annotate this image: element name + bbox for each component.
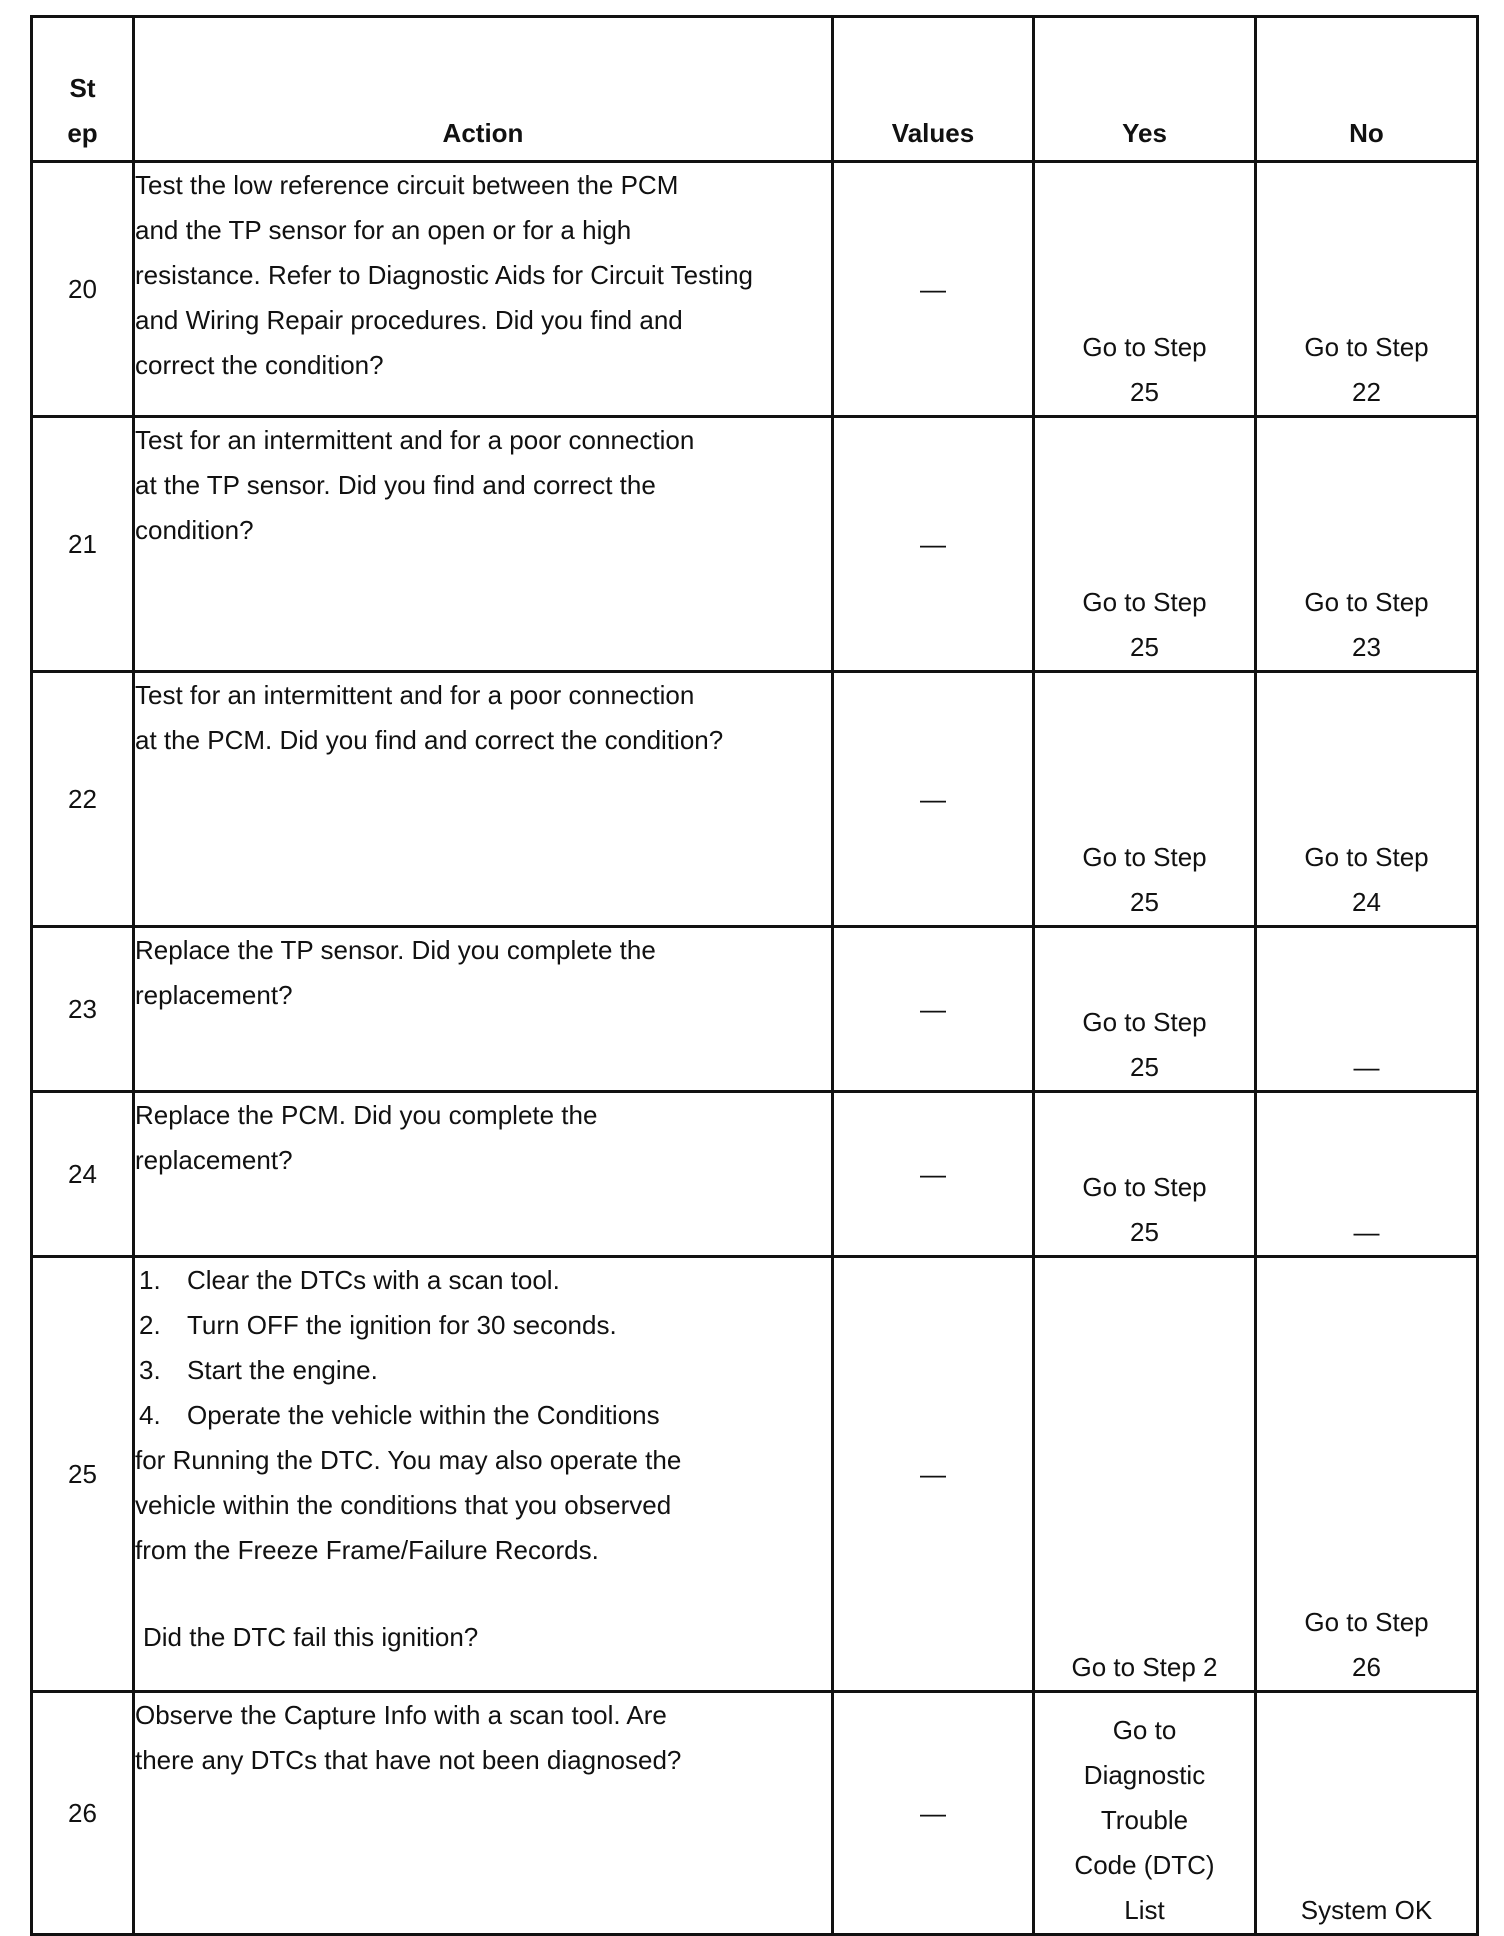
no-line: Go to Step (1304, 1607, 1429, 1637)
values-cell: — (833, 1692, 1034, 1935)
yes-cell (1034, 1692, 1256, 1935)
action-line: replacement? (135, 1145, 293, 1175)
action-line: Test for an intermittent and for a poor connection (135, 680, 695, 710)
no-line: 23 (1352, 632, 1381, 662)
no-line: System OK (1300, 1895, 1433, 1925)
action-cell (134, 1692, 833, 1935)
no-cell (1256, 927, 1478, 1092)
yes-line: Diagnostic (1083, 1760, 1206, 1790)
header-no: No (1256, 17, 1478, 162)
yes-line: Code (DTC) (1074, 1850, 1215, 1880)
table-row (32, 672, 1478, 927)
spacer (135, 1573, 831, 1615)
header-yes: Yes (1034, 17, 1256, 162)
action-line: replacement? (135, 980, 293, 1010)
step-index: 3. (139, 1355, 161, 1385)
yes-cell (1034, 1092, 1256, 1257)
table-row (32, 1092, 1478, 1257)
no-line: Go to Step (1304, 332, 1429, 362)
table-row (32, 927, 1478, 1092)
yes-line: Go to Step (1082, 842, 1207, 872)
header-step (32, 17, 134, 162)
yes-line: 25 (1130, 377, 1159, 407)
values-cell: — (833, 927, 1034, 1092)
no-line: 22 (1352, 377, 1381, 407)
action-question: Did the DTC fail this ignition? (143, 1622, 479, 1652)
numbered-step (135, 1393, 831, 1438)
values-cell: — (833, 1092, 1034, 1257)
action-line: Test for an intermittent and for a poor connection (135, 425, 695, 455)
no-cell (1256, 672, 1478, 927)
yes-line: 25 (1130, 1052, 1159, 1082)
numbered-step (135, 1303, 831, 1348)
table-row (32, 1692, 1478, 1935)
header-row (32, 17, 1478, 162)
yes-cell (1034, 672, 1256, 927)
action-cell (134, 417, 833, 672)
step-number: 22 (32, 672, 134, 927)
action-line: for Running the DTC. You may also operate the (135, 1445, 682, 1475)
yes-cell (1034, 927, 1256, 1092)
header-step-line: ep (67, 118, 98, 148)
action-line: vehicle within the conditions that you observed (135, 1490, 672, 1520)
action-line: Observe the Capture Info with a scan tool. Are (135, 1700, 667, 1730)
yes-line: Go to Step (1082, 332, 1207, 362)
diagnostic-table (30, 15, 1479, 1936)
yes-line: Go to Step (1082, 587, 1207, 617)
values-cell: — (833, 417, 1034, 672)
yes-line: Go to (1112, 1715, 1177, 1745)
action-line: Replace the PCM. Did you complete the (135, 1100, 598, 1130)
yes-line: Trouble (1100, 1805, 1189, 1835)
step-text: Operate the vehicle within the Conditions (187, 1400, 660, 1430)
yes-cell (1034, 162, 1256, 417)
action-line: resistance. Refer to Diagnostic Aids for Circuit Testing (135, 260, 754, 290)
step-text: Turn OFF the ignition for 30 seconds. (187, 1310, 617, 1340)
step-number: 24 (32, 1092, 134, 1257)
action-cell (134, 672, 833, 927)
step-number: 25 (32, 1257, 134, 1692)
step-index: 1. (139, 1265, 161, 1295)
action-line: correct the condition? (135, 350, 384, 380)
no-line: 26 (1352, 1652, 1381, 1682)
action-cell (134, 927, 833, 1092)
no-line: — (1353, 1052, 1380, 1082)
values-cell: — (833, 162, 1034, 417)
header-step-line: St (69, 73, 96, 103)
step-text: Clear the DTCs with a scan tool. (187, 1265, 560, 1295)
header-action: Action (134, 17, 833, 162)
table-row (32, 162, 1478, 417)
no-cell (1256, 417, 1478, 672)
step-number: 23 (32, 927, 134, 1092)
no-cell (1256, 1692, 1478, 1935)
yes-cell (1034, 1257, 1256, 1692)
no-cell (1256, 162, 1478, 417)
table-row (32, 1257, 1478, 1692)
values-cell: — (833, 1257, 1034, 1692)
numbered-step (135, 1348, 831, 1393)
step-text: Start the engine. (187, 1355, 378, 1385)
no-line: 24 (1352, 887, 1381, 917)
numbered-step (135, 1258, 831, 1303)
action-line: at the PCM. Did you find and correct the condition? (135, 725, 724, 755)
yes-line: 25 (1130, 887, 1159, 917)
step-index: 2. (139, 1310, 161, 1340)
no-line: Go to Step (1304, 587, 1429, 617)
action-line: Replace the TP sensor. Did you complete the (135, 935, 656, 965)
no-cell (1256, 1257, 1478, 1692)
no-line: Go to Step (1304, 842, 1429, 872)
header-values: Values (833, 17, 1034, 162)
action-line: and Wiring Repair procedures. Did you find and (135, 305, 683, 335)
yes-line: 25 (1130, 1217, 1159, 1247)
no-cell (1256, 1092, 1478, 1257)
step-number: 26 (32, 1692, 134, 1935)
yes-cell (1034, 417, 1256, 672)
action-line: Test the low reference circuit between the PCM (135, 170, 679, 200)
no-line: — (1353, 1217, 1380, 1247)
yes-line: Go to Step 2 (1071, 1652, 1218, 1682)
action-cell (134, 162, 833, 417)
table-row (32, 417, 1478, 672)
action-line: and the TP sensor for an open or for a high (135, 215, 632, 245)
step-index: 4. (139, 1400, 161, 1430)
action-cell (134, 1092, 833, 1257)
yes-line: Go to Step (1082, 1007, 1207, 1037)
action-cell (134, 1257, 833, 1692)
yes-line: List (1124, 1895, 1165, 1925)
step-number: 20 (32, 162, 134, 417)
action-line: condition? (135, 515, 254, 545)
action-line: at the TP sensor. Did you find and correct the (135, 470, 656, 500)
action-line: from the Freeze Frame/Failure Records. (135, 1535, 599, 1565)
action-line: there any DTCs that have not been diagnosed? (135, 1745, 682, 1775)
values-cell: — (833, 672, 1034, 927)
step-number: 21 (32, 417, 134, 672)
yes-line: Go to Step (1082, 1172, 1207, 1202)
yes-line: 25 (1130, 632, 1159, 662)
